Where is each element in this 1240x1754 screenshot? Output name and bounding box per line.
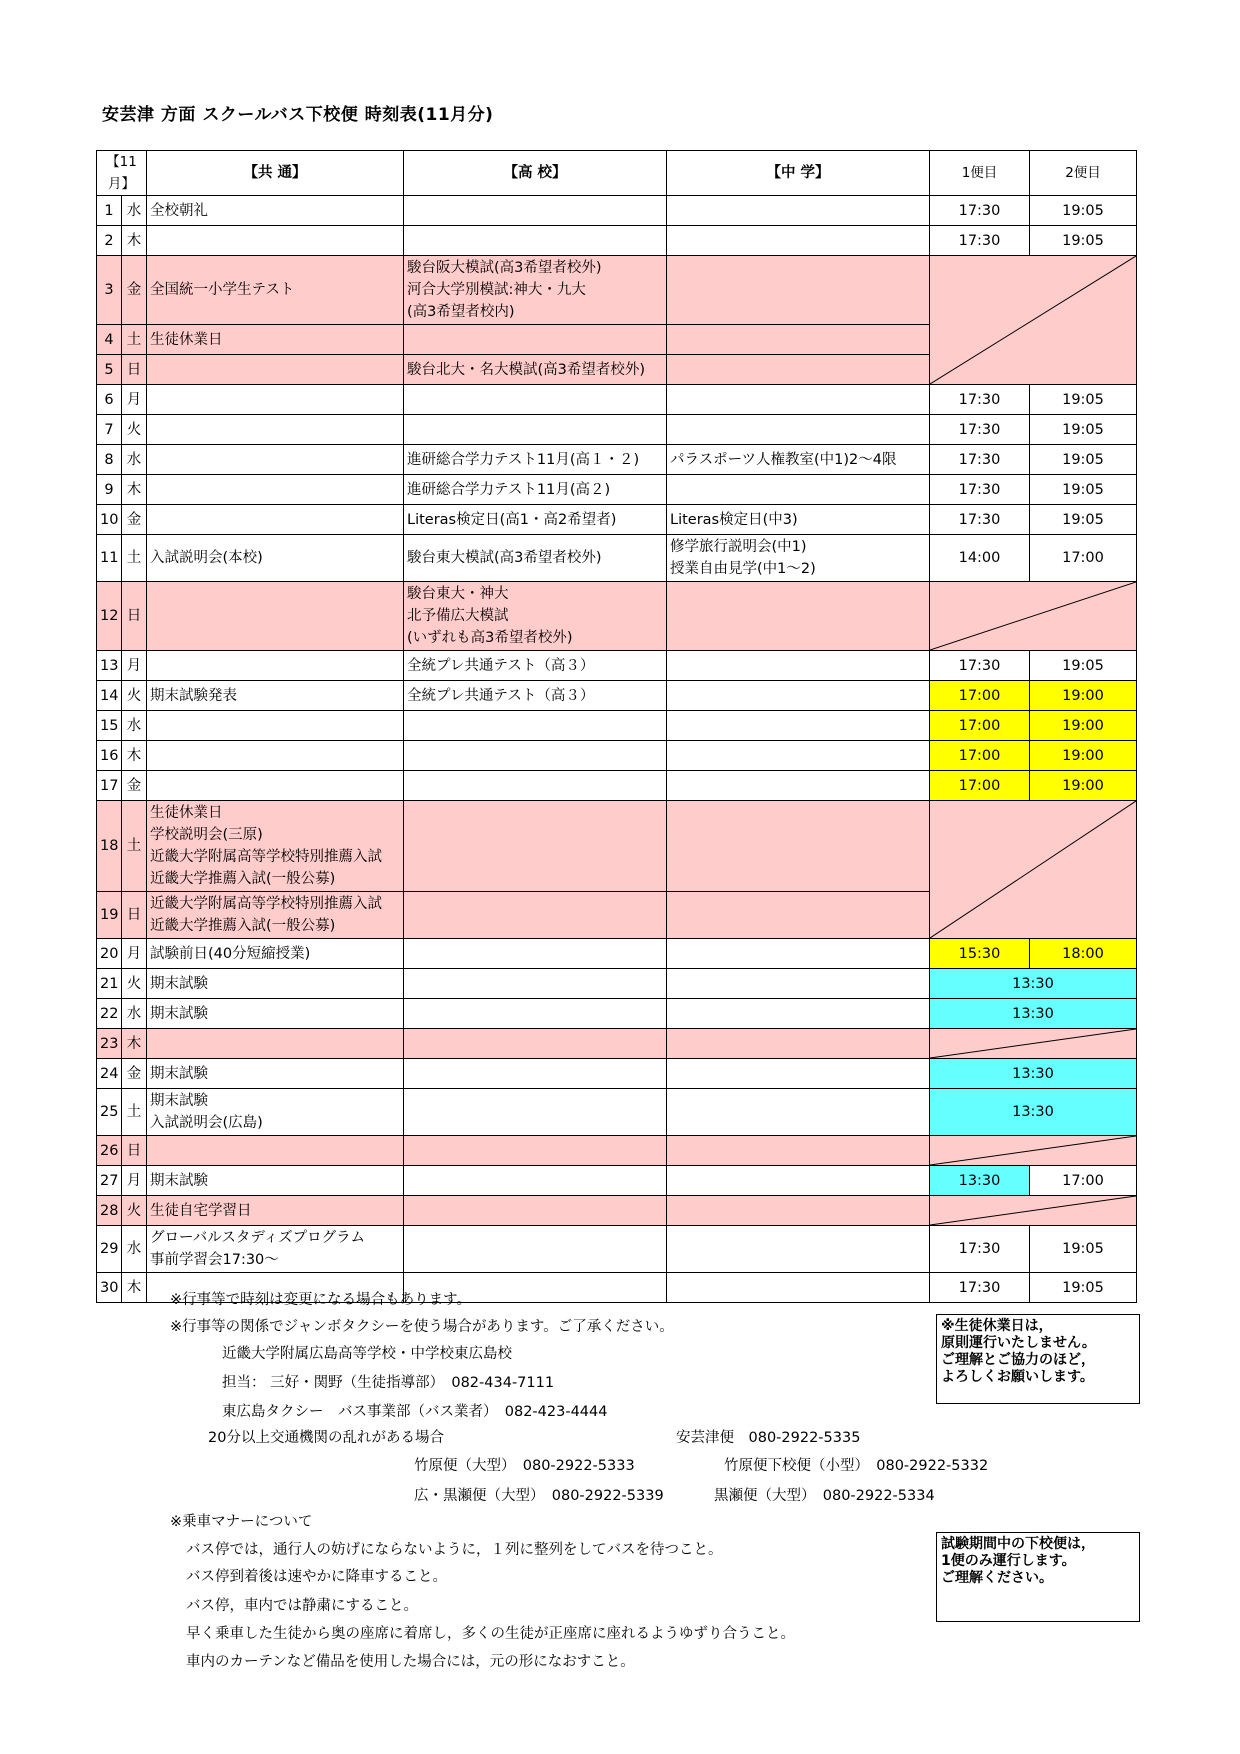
high-event: [404, 1136, 667, 1166]
weekday: 月: [122, 939, 147, 969]
weekday: 土: [122, 325, 147, 355]
departure-time-1: 17:30: [930, 385, 1030, 415]
weekday: 火: [122, 969, 147, 999]
header-high: 【高 校】: [404, 151, 667, 196]
high-event: [404, 256, 667, 325]
diagonal-line: [930, 1136, 1136, 1165]
day-number: 24: [97, 1059, 122, 1089]
middle-event: [667, 355, 930, 385]
weekday: 日: [122, 892, 147, 939]
common-event: [147, 1059, 404, 1089]
middle-event: [667, 681, 930, 711]
weekday: 木: [122, 226, 147, 256]
diagonal-line: [930, 1196, 1136, 1225]
no-service-cell: [930, 1196, 1137, 1226]
table-row: [97, 681, 1137, 711]
common-event: [147, 651, 404, 681]
high-event-line: 駿台阪大模試(高3希望者校外): [407, 260, 602, 276]
common-event-line: 生徒自宅学習日: [150, 1202, 252, 1219]
high-event: [404, 741, 667, 771]
manner-item: バス停，車内では静粛にすること。: [186, 1598, 418, 1614]
departure-time-2: 19:05: [1030, 445, 1137, 475]
departure-time-1: 14:00: [930, 535, 1030, 582]
weekday: 日: [122, 582, 147, 651]
middle-event-line: 修学旅行説明会(中1): [670, 539, 807, 555]
weekday: 土: [122, 1089, 147, 1136]
high-event: [404, 1029, 667, 1059]
common-event: [147, 385, 404, 415]
table-row: [97, 939, 1137, 969]
high-event: [404, 505, 667, 535]
high-event: [404, 681, 667, 711]
day-number: 20: [97, 939, 122, 969]
high-event: [404, 1226, 667, 1273]
common-event: [147, 535, 404, 582]
common-event-line: 全国統一小学生テスト: [150, 282, 295, 298]
day-number: 8: [97, 445, 122, 475]
high-event: [404, 196, 667, 226]
day-number: 14: [97, 681, 122, 711]
table-row: [97, 969, 1137, 999]
table-row: [97, 256, 1137, 325]
table-row: [97, 582, 1137, 651]
day-number: 15: [97, 711, 122, 741]
common-event: [147, 681, 404, 711]
departure-time-2: 19:05: [1030, 1226, 1137, 1273]
table-row: [97, 1226, 1137, 1273]
note-time-change: ※行事等で時刻は変更になる場合もあります。: [170, 1292, 471, 1308]
high-event-line: 北予備広大模試: [407, 608, 509, 624]
common-event-line: 期末試験: [150, 1093, 208, 1109]
common-event-line: 期末試験: [150, 975, 208, 992]
weekday: 火: [122, 415, 147, 445]
exam-notice-line: 1便のみ運行します。: [941, 1553, 1076, 1569]
high-event: [404, 801, 667, 892]
weekday: 水: [122, 196, 147, 226]
exam-notice-box: [936, 1532, 1140, 1622]
day-number: 13: [97, 651, 122, 681]
common-event: [147, 771, 404, 801]
common-event: [147, 969, 404, 999]
middle-event: [667, 1273, 930, 1303]
phone-takehara-small: 竹原便下校便（小型） 080-2922-5332: [724, 1458, 989, 1474]
middle-event: [667, 535, 930, 582]
departure-time-1: 17:30: [930, 445, 1030, 475]
taxi-company: 東広島タクシー バス事業部（バス業者） 082-423-4444: [222, 1404, 608, 1420]
common-event: [147, 582, 404, 651]
high-event: [404, 1059, 667, 1089]
day-number: 12: [97, 582, 122, 651]
manner-item: 早く乗車した生徒から奥の座席に着席し，多くの生徒が正座席に座れるようゆずり合うこと。: [186, 1626, 795, 1642]
high-event: [404, 771, 667, 801]
exam-notice-line: 試験期間中の下校便は，: [941, 1536, 1095, 1552]
holiday-notice-line: ご理解とご協力のほど，: [941, 1352, 1095, 1368]
high-event-line: (いずれも高3希望者校外): [407, 630, 573, 646]
day-number: 19: [97, 892, 122, 939]
common-event: [147, 196, 404, 226]
header-middle: 【中 学】: [667, 151, 930, 196]
table-row: [97, 385, 1137, 415]
common-event: [147, 892, 404, 939]
departure-time-2: 19:00: [1030, 771, 1137, 801]
departure-time-1: 17:30: [930, 226, 1030, 256]
common-event: [147, 1136, 404, 1166]
departure-time-1: 17:00: [930, 771, 1030, 801]
common-event: [147, 1226, 404, 1273]
holiday-notice-box: [936, 1314, 1140, 1404]
middle-event: [667, 325, 930, 355]
weekday: 月: [122, 1166, 147, 1196]
high-event: [404, 999, 667, 1029]
departure-time-1: 17:00: [930, 681, 1030, 711]
common-event-line: 入試説明会(本校): [150, 550, 263, 566]
middle-event: [667, 771, 930, 801]
page-title: 安芸津 方面 スクールバス下校便 時刻表(11月分): [102, 105, 494, 125]
common-event: [147, 325, 404, 355]
no-service-cell: [930, 256, 1137, 385]
high-event: [404, 385, 667, 415]
contact-person: 担当： 三好・関野（生徒指導部） 082-434-7111: [222, 1375, 555, 1391]
middle-event: [667, 999, 930, 1029]
departure-time-2: 18:00: [1030, 939, 1137, 969]
high-event: [404, 939, 667, 969]
common-event: [147, 445, 404, 475]
high-event: [404, 226, 667, 256]
departure-time-2: 19:05: [1030, 505, 1137, 535]
common-event: [147, 226, 404, 256]
departure-time-1: 17:30: [930, 651, 1030, 681]
day-number: 3: [97, 256, 122, 325]
weekday: 火: [122, 681, 147, 711]
table-row: [97, 1166, 1137, 1196]
weekday: 木: [122, 741, 147, 771]
common-event-line: 期末試験: [150, 1005, 208, 1022]
high-event-line: 全統プレ共通テスト（高３）: [407, 657, 595, 674]
middle-event: [667, 582, 930, 651]
high-event-line: 駿台北大・名大模試(高3希望者校外): [407, 361, 646, 378]
table-row: [97, 999, 1137, 1029]
high-event: [404, 325, 667, 355]
middle-event: [667, 741, 930, 771]
common-event: [147, 256, 404, 325]
day-number: 28: [97, 1196, 122, 1226]
high-event-line: Literas検定日(高1・高2希望者): [407, 511, 617, 528]
common-event-line: 全校朝礼: [150, 202, 208, 219]
day-number: 16: [97, 741, 122, 771]
day-number: 22: [97, 999, 122, 1029]
weekday: 木: [122, 1029, 147, 1059]
common-event: [147, 1029, 404, 1059]
common-event-line: 生徒休業日: [150, 331, 223, 348]
table-row: [97, 1196, 1137, 1226]
high-event-line: 駿台東大・神大: [407, 586, 509, 602]
departure-time-1: 17:30: [930, 415, 1030, 445]
high-event: [404, 1196, 667, 1226]
table-row: [97, 711, 1137, 741]
departure-time-2: 19:05: [1030, 385, 1137, 415]
middle-event: [667, 1196, 930, 1226]
common-event: [147, 801, 404, 892]
middle-event-line: パラスポーツ人権教室(中1)2～4限: [670, 451, 897, 468]
high-event: [404, 445, 667, 475]
day-number: 11: [97, 535, 122, 582]
day-number: 17: [97, 771, 122, 801]
table-row: [97, 1089, 1137, 1136]
middle-event: [667, 939, 930, 969]
day-number: 30: [97, 1273, 122, 1303]
departure-time-1: 17:30: [930, 475, 1030, 505]
common-event-line: 近畿大学推薦入試(一般公募): [150, 918, 336, 934]
common-event-line: 近畿大学附属高等学校特別推薦入試: [150, 849, 382, 865]
departure-time-1: 17:30: [930, 1273, 1030, 1303]
departure-time-2: 19:00: [1030, 681, 1137, 711]
day-number: 4: [97, 325, 122, 355]
table-row: [97, 196, 1137, 226]
day-number: 9: [97, 475, 122, 505]
middle-event: [667, 385, 930, 415]
high-event-line: 全統プレ共通テスト（高３）: [407, 687, 595, 704]
header-common: 【共 通】: [147, 151, 404, 196]
delay-note: 20分以上交通機関の乱れがある場合: [208, 1430, 444, 1446]
common-event: [147, 711, 404, 741]
high-event: [404, 475, 667, 505]
common-event: [147, 999, 404, 1029]
common-event-line: 生徒休業日: [150, 805, 223, 821]
middle-event: [667, 475, 930, 505]
table-row: [97, 226, 1137, 256]
manner-title: ※乗車マナーについて: [170, 1514, 313, 1530]
departure-time-2: 19:05: [1030, 196, 1137, 226]
high-event: [404, 355, 667, 385]
departure-time-1: 17:30: [930, 505, 1030, 535]
common-event: [147, 505, 404, 535]
day-number: 26: [97, 1136, 122, 1166]
middle-event-line: Literas検定日(中3): [670, 511, 798, 528]
departure-time-2: 17:00: [1030, 1166, 1137, 1196]
diagonal-line: [930, 256, 1136, 384]
weekday: 月: [122, 385, 147, 415]
day-number: 1: [97, 196, 122, 226]
timetable: [96, 150, 1137, 1303]
middle-event: [667, 1029, 930, 1059]
table-row: [97, 535, 1137, 582]
phone-takehara: 竹原便（大型） 080-2922-5333: [414, 1458, 635, 1474]
day-number: 10: [97, 505, 122, 535]
common-event-line: グローバルスタディズプログラム: [150, 1230, 366, 1246]
departure-time: 13:30: [930, 1059, 1137, 1089]
common-event-line: 期末試験発表: [150, 687, 237, 704]
middle-event: [667, 1166, 930, 1196]
middle-event: [667, 415, 930, 445]
weekday: 月: [122, 651, 147, 681]
high-event-line: 河合大学別模試:神大・九大: [407, 282, 586, 298]
departure-time-2: 19:05: [1030, 651, 1137, 681]
high-event-line: 駿台東大模試(高3希望者校外): [407, 550, 602, 566]
table-row: [97, 1136, 1137, 1166]
holiday-notice-line: ※生徒休業日は，: [941, 1318, 1053, 1334]
table-row: [97, 475, 1137, 505]
table-row: [97, 1059, 1137, 1089]
common-event-line: 学校説明会(三原): [150, 827, 263, 843]
departure-time-1: 17:30: [930, 1226, 1030, 1273]
departure-time-1: 17:00: [930, 711, 1030, 741]
middle-event: [667, 1089, 930, 1136]
school-name: 近畿大学附属広島高等学校・中学校東広島校: [222, 1346, 512, 1362]
day-number: 21: [97, 969, 122, 999]
departure-time-2: 19:05: [1030, 475, 1137, 505]
weekday: 土: [122, 535, 147, 582]
common-event: [147, 741, 404, 771]
table-row: [97, 651, 1137, 681]
common-event: [147, 1089, 404, 1136]
high-event: [404, 1089, 667, 1136]
manner-item: バス停到着後は速やかに降車すること。: [186, 1569, 447, 1585]
day-number: 5: [97, 355, 122, 385]
departure-time-2: 19:00: [1030, 711, 1137, 741]
common-event: [147, 475, 404, 505]
weekday: 日: [122, 355, 147, 385]
high-event: [404, 651, 667, 681]
table-row: [97, 741, 1137, 771]
day-number: 7: [97, 415, 122, 445]
manner-item: 車内のカーテンなど備品を使用した場合には，元の形になおすこと。: [186, 1654, 635, 1670]
high-event: [404, 969, 667, 999]
departure-time-2: 19:00: [1030, 741, 1137, 771]
high-event: [404, 582, 667, 651]
holiday-notice-line: 原則運行いたしません。: [941, 1335, 1096, 1351]
middle-event: [667, 969, 930, 999]
departure-time: 13:30: [930, 1089, 1137, 1136]
weekday: 水: [122, 711, 147, 741]
weekday: 火: [122, 1196, 147, 1226]
diagonal-line: [930, 1029, 1136, 1058]
high-event-line: 進研総合学力テスト11月(高２): [407, 481, 611, 498]
common-event-line: 期末試験: [150, 1172, 208, 1189]
common-event-line: 近畿大学附属高等学校特別推薦入試: [150, 896, 382, 912]
middle-event: [667, 892, 930, 939]
high-event: [404, 711, 667, 741]
common-event: [147, 355, 404, 385]
common-event: [147, 1196, 404, 1226]
table-row: [97, 445, 1137, 475]
weekday: 水: [122, 999, 147, 1029]
common-event-line: 近畿大学推薦入試(一般公募): [150, 871, 336, 887]
middle-event: [667, 651, 930, 681]
common-event-line: 事前学習会17:30～: [150, 1252, 279, 1268]
common-event: [147, 415, 404, 445]
table-row: [97, 1029, 1137, 1059]
middle-event: [667, 505, 930, 535]
diagonal-line: [930, 582, 1136, 650]
middle-event: [667, 445, 930, 475]
departure-time-1: 17:30: [930, 196, 1030, 226]
weekday: 水: [122, 445, 147, 475]
no-service-cell: [930, 801, 1137, 939]
common-event-line: 試験前日(40分短縮授業): [150, 945, 311, 962]
table-row: [97, 415, 1137, 445]
middle-event: [667, 1136, 930, 1166]
departure-time-2: 19:05: [1030, 1273, 1137, 1303]
weekday: 金: [122, 771, 147, 801]
weekday: 木: [122, 475, 147, 505]
no-service-cell: [930, 582, 1137, 651]
common-event-line: 入試説明会(広島): [150, 1115, 263, 1131]
weekday: 金: [122, 256, 147, 325]
table-row: [97, 505, 1137, 535]
high-event: [404, 1166, 667, 1196]
departure-time-1: 13:30: [930, 1166, 1030, 1196]
common-event: [147, 939, 404, 969]
middle-event: [667, 196, 930, 226]
departure-time-2: 17:00: [1030, 535, 1137, 582]
table-row: [97, 801, 1137, 892]
exam-notice-line: ご理解ください。: [941, 1570, 1053, 1586]
weekday: 水: [122, 1226, 147, 1273]
middle-event-line: 授業自由見学(中1～2): [670, 561, 816, 577]
middle-event: [667, 801, 930, 892]
high-event-line: 進研総合学力テスト11月(高１・２): [407, 451, 640, 468]
day-number: 6: [97, 385, 122, 415]
high-event-line: (高3希望者校内): [407, 304, 515, 320]
middle-event: [667, 1226, 930, 1273]
weekday: 金: [122, 1059, 147, 1089]
no-service-cell: [930, 1029, 1137, 1059]
middle-event: [667, 1059, 930, 1089]
weekday: 土: [122, 801, 147, 892]
departure-time: 13:30: [930, 969, 1137, 999]
manner-item: バス停では，通行人の妨げにならないように，１列に整列をしてバスを待つこと。: [186, 1542, 723, 1558]
table-row: [97, 771, 1137, 801]
phone-akitsu: 安芸津便 080-2922-5335: [676, 1430, 861, 1446]
header-month: 【11月】: [97, 151, 147, 196]
departure-time-1: 17:00: [930, 741, 1030, 771]
day-number: 29: [97, 1226, 122, 1273]
departure-time-2: 19:05: [1030, 226, 1137, 256]
header-bin1: 1便目: [930, 151, 1030, 196]
holiday-notice-line: よろしくお願いします。: [941, 1369, 1094, 1385]
day-number: 2: [97, 226, 122, 256]
phone-kurose: 黒瀬便（大型） 080-2922-5334: [714, 1488, 935, 1504]
day-number: 18: [97, 801, 122, 892]
note-jumbo-taxi: ※行事等の関係でジャンボタクシーを使う場合があります。ご了承ください。: [170, 1319, 674, 1335]
phone-hiro-kurose: 広・黒瀬便（大型） 080-2922-5339: [414, 1488, 664, 1504]
weekday: 日: [122, 1136, 147, 1166]
departure-time-2: 19:05: [1030, 415, 1137, 445]
high-event: [404, 535, 667, 582]
weekday: 金: [122, 505, 147, 535]
day-number: 23: [97, 1029, 122, 1059]
departure-time-1: 15:30: [930, 939, 1030, 969]
high-event: [404, 892, 667, 939]
day-number: 25: [97, 1089, 122, 1136]
high-event: [404, 415, 667, 445]
day-number: 27: [97, 1166, 122, 1196]
middle-event: [667, 711, 930, 741]
departure-time: 13:30: [930, 999, 1137, 1029]
middle-event: [667, 256, 930, 325]
weekday: 木: [122, 1273, 147, 1303]
diagonal-line: [930, 801, 1136, 938]
common-event: [147, 1166, 404, 1196]
header-bin2: 2便目: [1030, 151, 1137, 196]
no-service-cell: [930, 1136, 1137, 1166]
middle-event: [667, 226, 930, 256]
common-event-line: 期末試験: [150, 1065, 208, 1082]
